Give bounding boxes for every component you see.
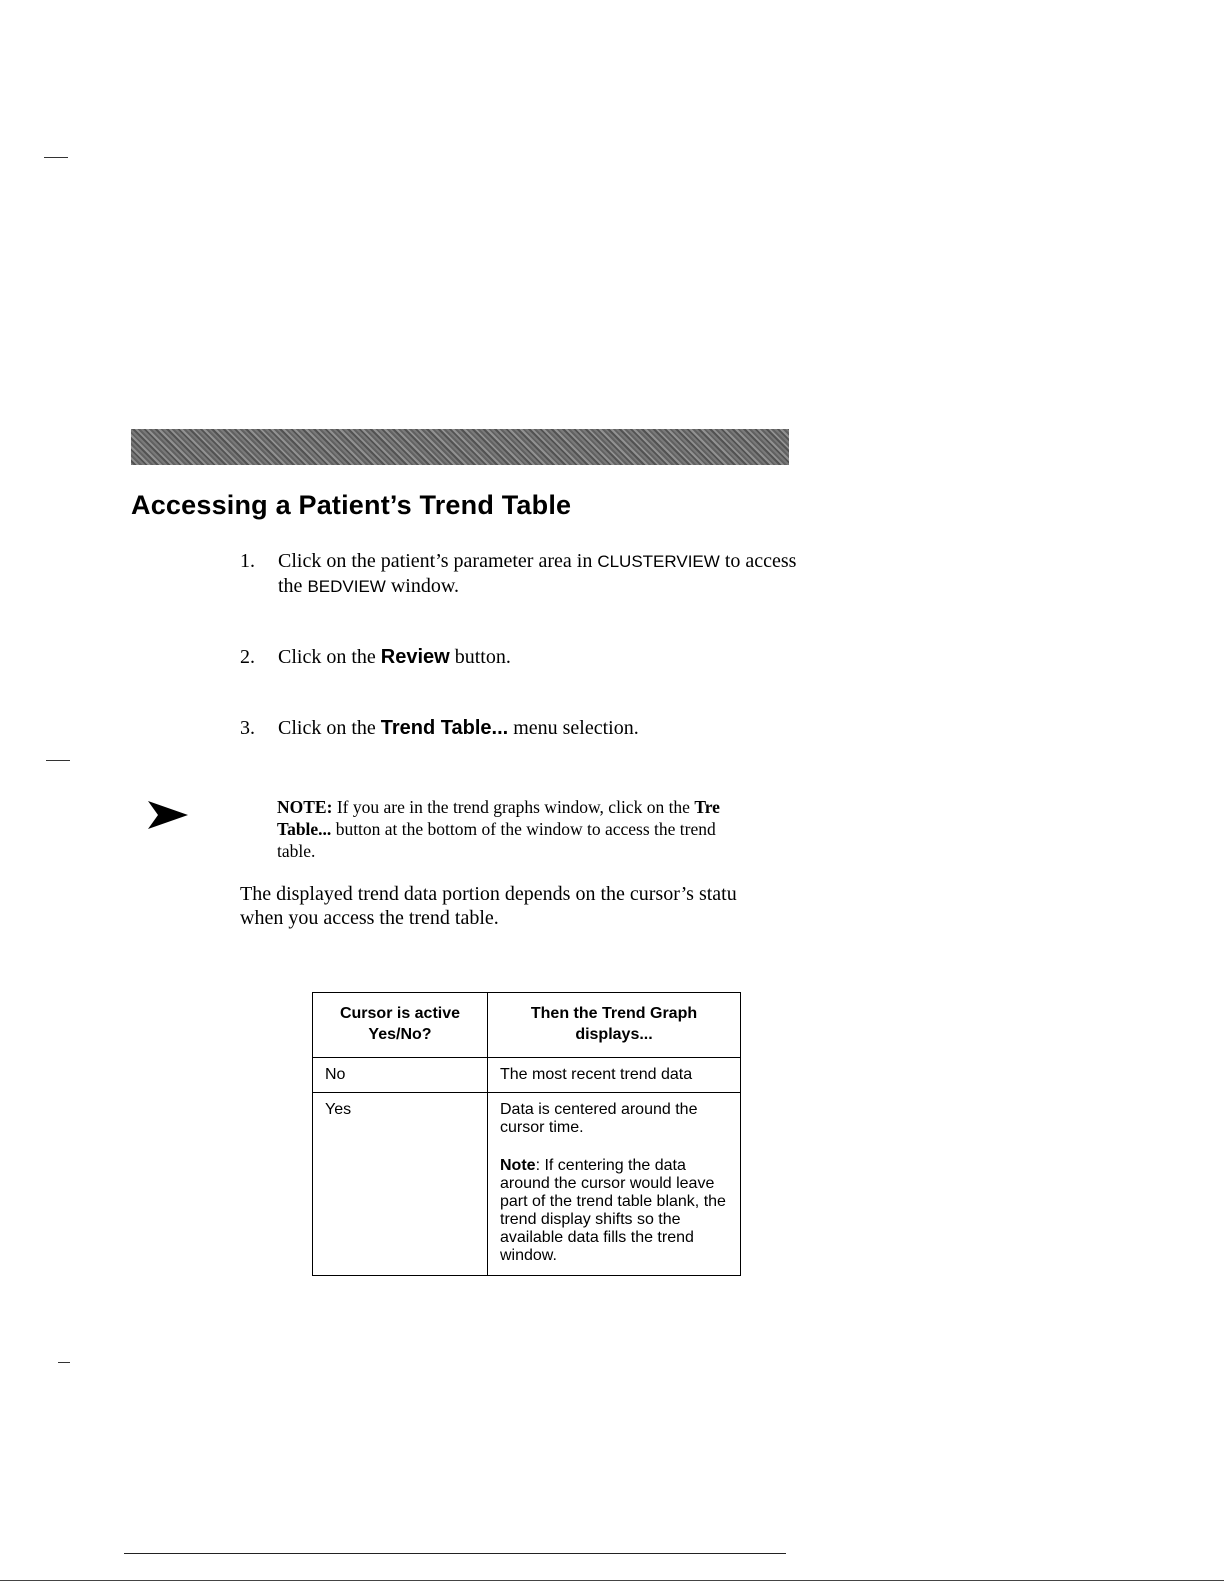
- page-edge: [0, 1580, 1224, 1581]
- cell-text: Data is centered around the cursor time.: [500, 1101, 698, 1136]
- scan-mark: [58, 1362, 70, 1363]
- trend-table-menu-label: Trend Table...: [380, 717, 509, 739]
- table-cell: The most recent trend data: [488, 1058, 741, 1093]
- app-name: CLUSTERVIEW: [597, 552, 720, 571]
- review-button-label: Review: [380, 646, 450, 668]
- table-row: [313, 1093, 741, 1276]
- section-banner: [131, 429, 789, 465]
- table-cell: [488, 1093, 741, 1276]
- window-name: BEDVIEW: [307, 577, 386, 596]
- column-header: Then the Trend Graph displays...: [488, 993, 741, 1058]
- table-header-row: [313, 993, 741, 1058]
- step-text: Click on the Review button.: [278, 646, 511, 668]
- section-heading: Accessing a Patient’s Trend Table: [131, 490, 572, 520]
- table-cell: Yes: [313, 1093, 488, 1276]
- step-number: 2.: [240, 646, 255, 668]
- column-header: Cursor is active Yes/No?: [313, 993, 488, 1058]
- footer-rule: [124, 1553, 786, 1554]
- note-button-label: Tre Table...: [277, 797, 720, 839]
- step-number: 3.: [240, 717, 255, 739]
- cursor-behavior-table: [312, 992, 741, 1276]
- note-arrow-icon: [146, 799, 190, 831]
- step-text: Click on the Trend Table... menu selection.: [278, 717, 639, 739]
- note-block: NOTE: If you are in the trend graphs window, click on the Tre Table... button at the bottom of the window to access the trend table.: [277, 797, 720, 861]
- cell-note-label: Note: [500, 1157, 536, 1174]
- table-cell: No: [313, 1058, 488, 1093]
- body-paragraph: The displayed trend data portion depends on the cursor’s statu when you access the trend table.: [240, 883, 737, 929]
- scan-mark: [44, 157, 68, 158]
- step-number: 1.: [240, 550, 255, 572]
- table-row: [313, 1058, 741, 1093]
- step-text: Click on the patient’s parameter area in CLUSTERVIEW to access the BEDVIEW window.: [278, 550, 797, 597]
- scan-mark: [46, 760, 70, 761]
- note-label: NOTE:: [277, 797, 333, 817]
- cell-note: Note: If centering the data around the cursor would leave part of the trend table blank, the trend display shifts so the available data fills the trend window.: [500, 1157, 726, 1264]
